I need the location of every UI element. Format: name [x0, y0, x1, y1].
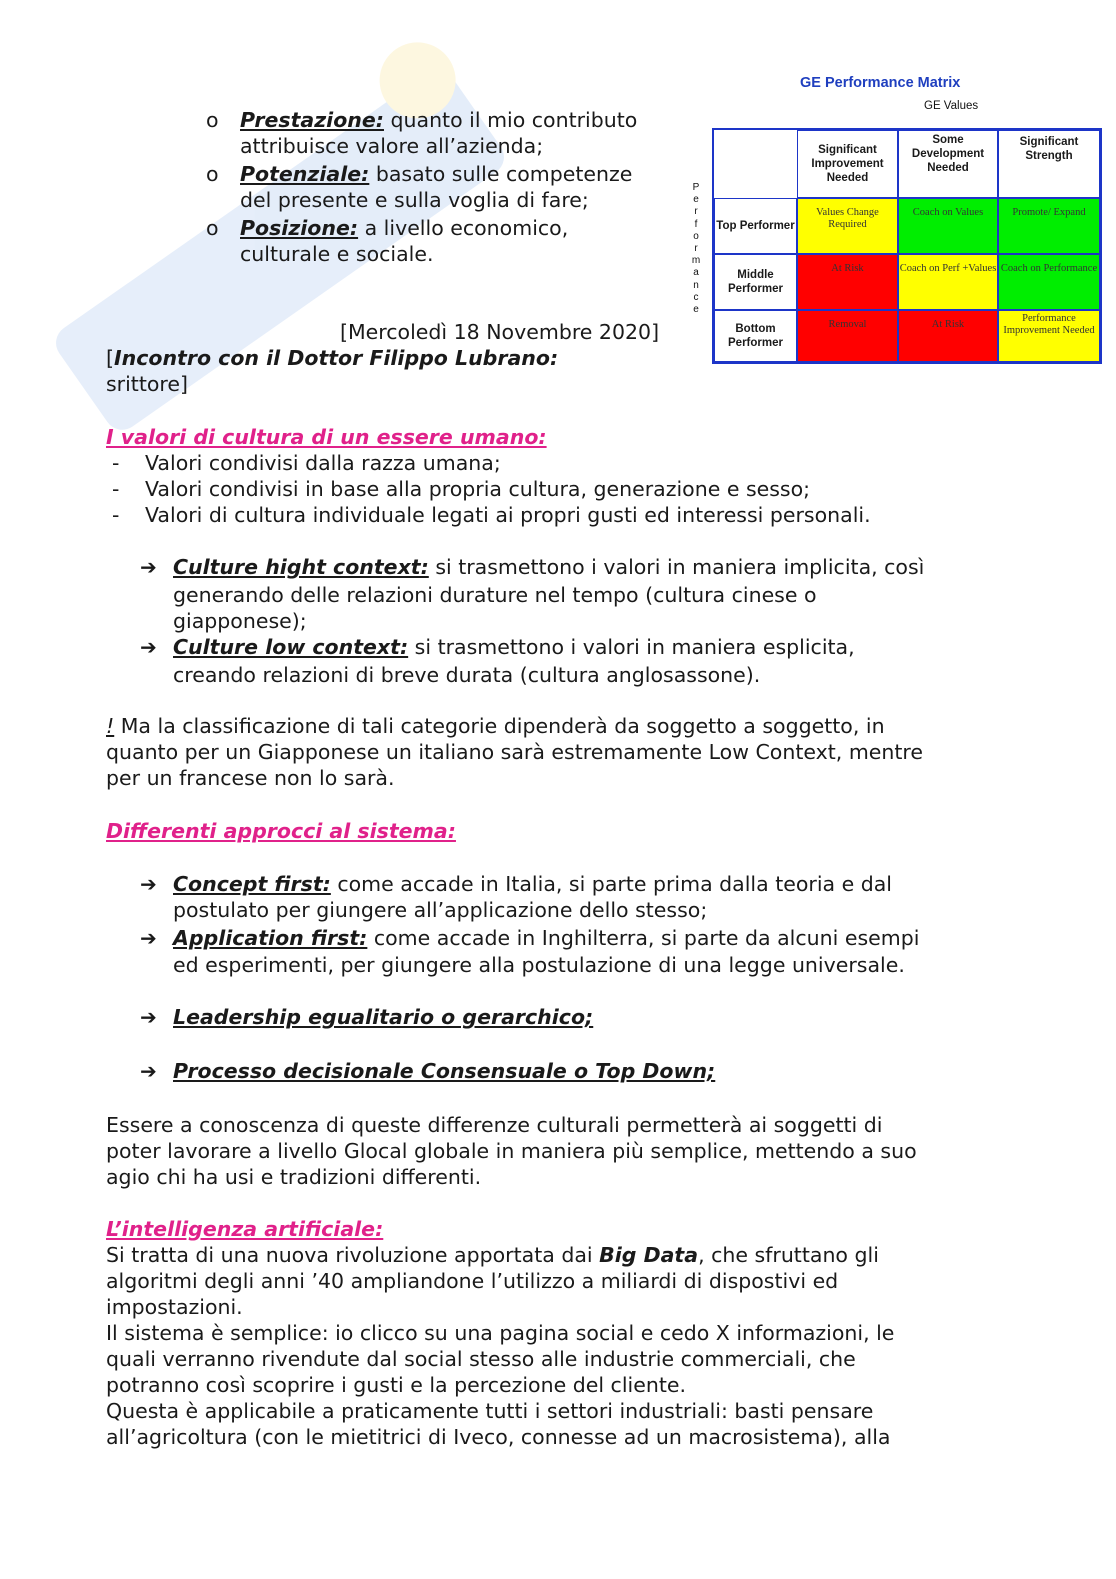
list-bullet: o [206, 216, 219, 240]
dash-bullet: - [112, 477, 120, 501]
paragraph: Essere a conoscenza di queste differenze culturali permetterà ai soggetti di [106, 1113, 883, 1137]
list-bullet: o [206, 108, 219, 132]
arrow-item: Application first: come accade in Inghilterra, si parte da alcuni esempi [173, 926, 920, 950]
note-paragraph-cont: quanto per un Giapponese un italiano sarà estremamente Low Context, mentre [106, 740, 924, 764]
arrow-item-cont: postulato per giungere all’applicazione dello stesso; [173, 898, 708, 922]
list-item-cont: culturale e sociale. [240, 242, 434, 266]
section-heading: I valori di cultura di un essere umano: [106, 425, 547, 449]
paragraph: impostazioni. [106, 1295, 243, 1319]
matrix-grid [712, 128, 1102, 364]
arrow-icon: ➔ [140, 555, 157, 579]
matrix-cell: Coach on Performance [998, 254, 1100, 310]
list-item: Prestazione: quanto il mio contributo [240, 108, 638, 132]
arrow-item-cont: creando relazioni di breve durata (cultura anglosassone). [173, 663, 761, 687]
list-item: Valori condivisi in base alla propria cultura, generazione e sesso; [145, 477, 811, 501]
matrix-side-label: P e r f o r m a n c e [691, 182, 701, 316]
arrow-icon: ➔ [140, 872, 157, 896]
col-header: Significant Strength [998, 130, 1100, 198]
matrix-cell: At Risk [797, 254, 898, 310]
matrix-cell: Performance Improvement Needed [998, 310, 1100, 362]
list-item: Posizione: a livello economico, [240, 216, 569, 240]
arrow-item: Concept first: come accade in Italia, si parte prima dalla teoria e dal [173, 872, 893, 896]
date-line: [Mercoledì 18 Novembre 2020] [340, 320, 660, 344]
section-heading: Differenti approcci al sistema: [106, 819, 456, 843]
section-heading: L’intelligenza artificiale: [106, 1217, 384, 1241]
row-label: Bottom Performer [714, 310, 797, 362]
meeting-title: [Incontro con il Dottor Filippo Lubrano: [106, 346, 559, 370]
arrow-icon: ➔ [140, 1005, 157, 1029]
col-header: Some Development Needed [898, 130, 998, 198]
paragraph: quali verranno rivendute dal social stesso alle industrie commerciali, che [106, 1347, 856, 1371]
paragraph: poter lavorare a livello Glocal globale in maniera più semplice, mettendo a suo [106, 1139, 917, 1163]
list-bullet: o [206, 162, 219, 186]
col-header: Significant Improvement Needed [797, 130, 898, 198]
matrix-cell: Values Change Required [797, 198, 898, 254]
meeting-subtitle: srittore] [106, 372, 189, 396]
arrow-item-cont: generando delle relazioni durature nel tempo (cultura cinese o [173, 583, 817, 607]
arrow-item: Processo decisionale Consensuale o Top Down; [173, 1059, 716, 1083]
list-item-cont: del presente e sulla voglia di fare; [240, 188, 589, 212]
row-label: Middle Performer [714, 254, 797, 310]
paragraph: potranno così scoprire i gusti e la percezione del cliente. [106, 1373, 686, 1397]
arrow-icon: ➔ [140, 635, 157, 659]
row-label: Top Performer [714, 198, 797, 254]
paragraph: Si tratta di una nuova rivoluzione apportata dai Big Data, che sfruttano gli [106, 1243, 879, 1267]
arrow-item: Culture hight context: si trasmettono i valori in maniera implicita, così [173, 555, 925, 579]
arrow-item-cont: ed esperimenti, per giungere alla postulazione di una legge universale. [173, 953, 905, 977]
matrix-cell: Coach on Values [898, 198, 998, 254]
matrix-cell: Promote/ Expand [998, 198, 1100, 254]
list-item-cont: attribuisce valore all’azienda; [240, 134, 544, 158]
paragraph: agio chi ha usi e tradizioni differenti. [106, 1165, 482, 1189]
matrix-title: GE Performance Matrix [800, 75, 961, 91]
list-item: Valori di cultura individuale legati ai propri gusti ed interessi personali. [145, 503, 871, 527]
arrow-icon: ➔ [140, 926, 157, 950]
note-paragraph-cont: per un francese non lo sarà. [106, 766, 395, 790]
paragraph: all’agricoltura (con le mietitrici di Iveco, connesse ad un macrosistema), alla [106, 1425, 891, 1449]
list-item: Valori condivisi dalla razza umana; [145, 451, 501, 475]
paragraph: Questa è applicabile a praticamente tutti i settori industriali: basti pensare [106, 1399, 874, 1423]
note-paragraph: ! Ma la classificazione di tali categorie dipenderà da soggetto a soggetto, in [106, 714, 885, 738]
paragraph: Il sistema è semplice: io clicco su una pagina social e cedo X informazioni, le [106, 1321, 895, 1345]
matrix-cell: At Risk [898, 310, 998, 362]
matrix-cell: Coach on Perf +Values [898, 254, 998, 310]
matrix-subtitle: GE Values [924, 100, 979, 112]
paragraph: algoritmi degli anni ’40 ampliandone l’utilizzo a miliardi di dispostivi ed [106, 1269, 839, 1293]
dash-bullet: - [112, 451, 120, 475]
arrow-item: Culture low context: si trasmettono i valori in maniera esplicita, [173, 635, 855, 659]
matrix-cell: Removal [797, 310, 898, 362]
arrow-item-cont: giapponese); [173, 609, 307, 633]
dash-bullet: - [112, 503, 120, 527]
arrow-icon: ➔ [140, 1059, 157, 1083]
arrow-item: Leadership egualitario o gerarchico; [173, 1005, 594, 1029]
list-item: Potenziale: basato sulle competenze [240, 162, 633, 186]
ge-performance-matrix [690, 70, 1110, 370]
